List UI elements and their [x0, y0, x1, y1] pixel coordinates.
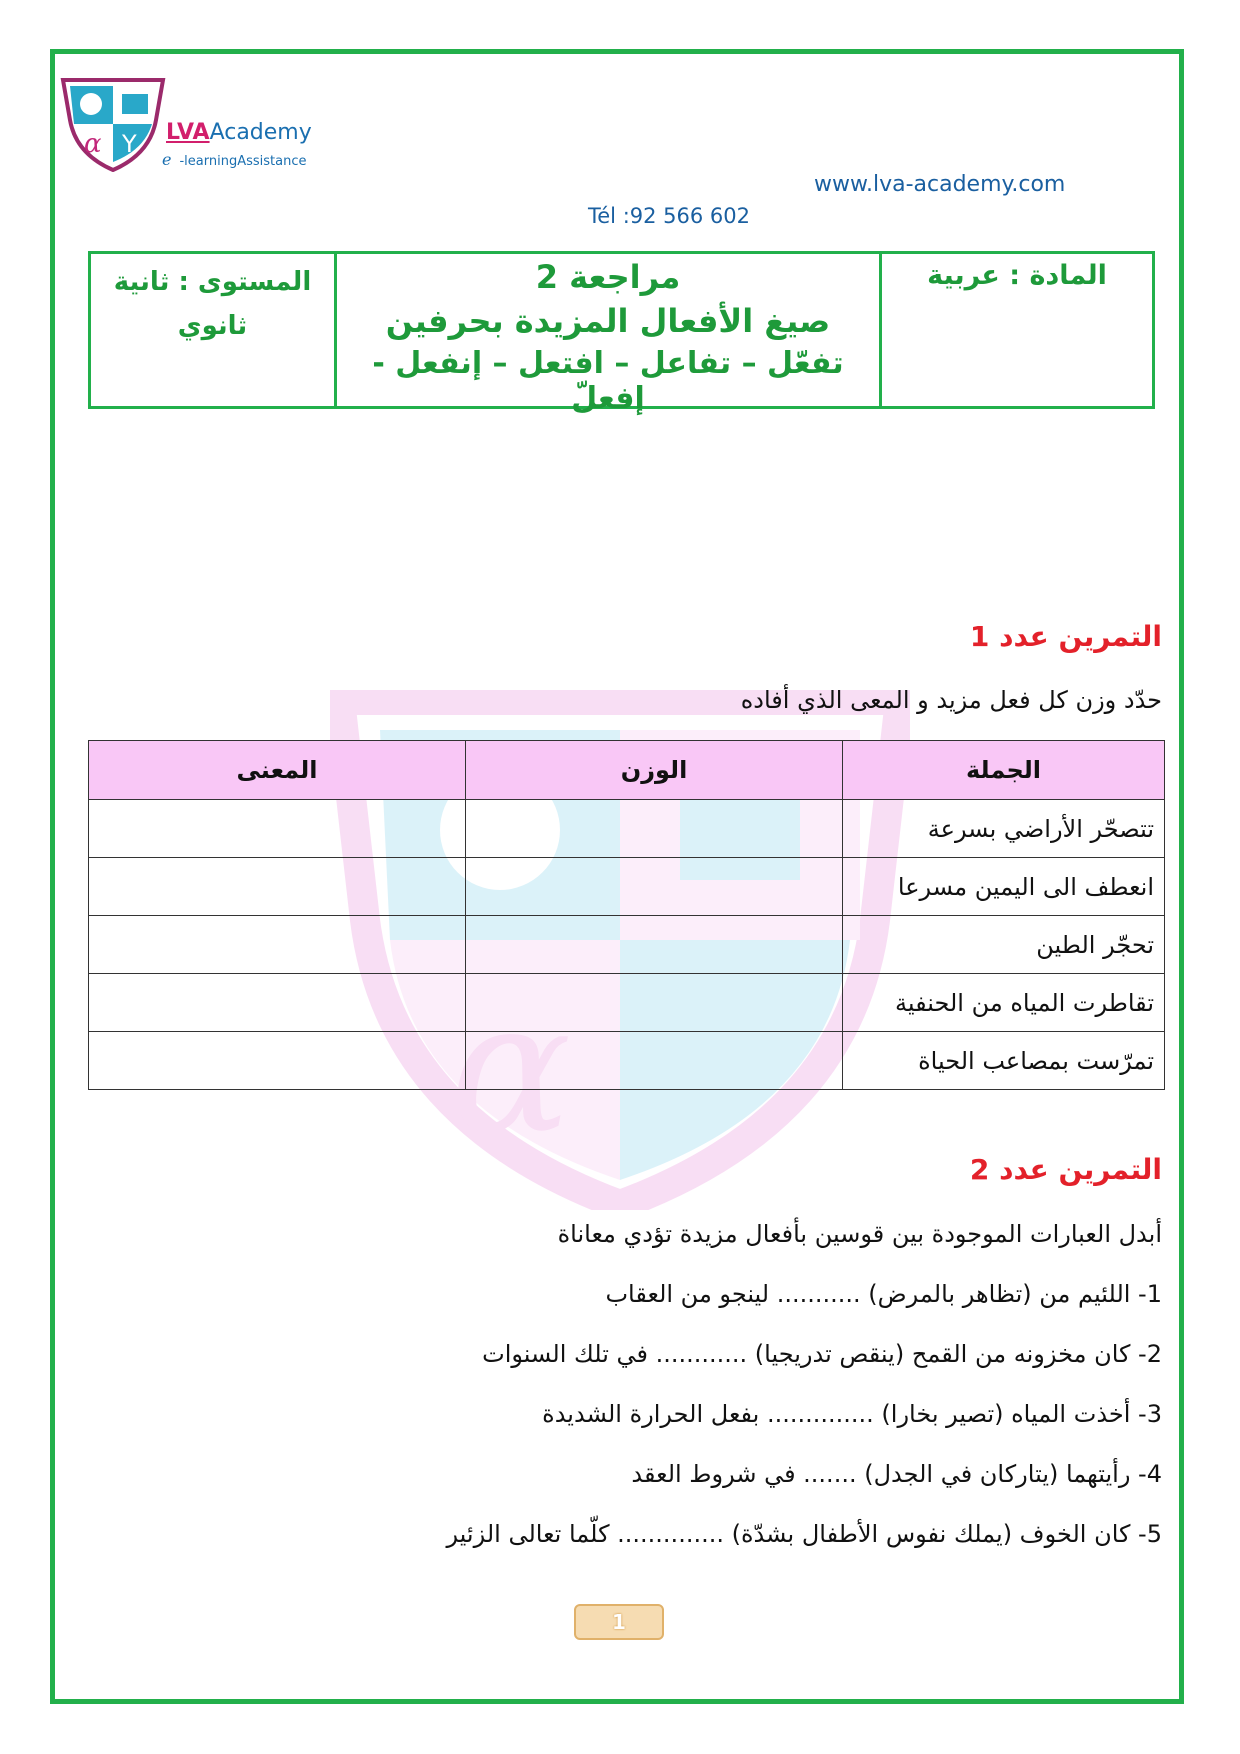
- brand-prefix: LVA: [166, 120, 210, 145]
- pattern-answer-cell[interactable]: [466, 800, 843, 858]
- subject-label: المادة : عربية: [927, 260, 1107, 291]
- svg-text:α: α: [450, 964, 572, 1173]
- brand-name: [166, 120, 312, 145]
- website-link[interactable]: www.lva-academy.com: [814, 172, 1066, 197]
- exercise-2-item: 4- رأيتهما (يتاركان في الجدل) ....... في شروط العقد: [631, 1460, 1162, 1488]
- exercise-1-title: التمرين عدد 1: [969, 620, 1162, 653]
- sentence-cell: تتصحّر الأراضي بسرعة: [843, 800, 1165, 858]
- table-row: [89, 858, 1165, 916]
- meaning-answer-cell[interactable]: [89, 916, 466, 974]
- verb-forms: تفعّل – تفاعل – افتعل – إنفعل - إفعلّ: [372, 346, 844, 416]
- sentence-cell: تقاطرت المياه من الحنفية: [843, 974, 1165, 1032]
- topic-title: صيغ الأفعال المزيدة بحرفين: [385, 302, 831, 340]
- exercise-1-table: [88, 740, 1165, 1090]
- pattern-answer-cell[interactable]: [466, 974, 843, 1032]
- brand-tagline: [162, 150, 306, 169]
- exercise-1-instruction: حدّد وزن كل فعل مزيد و المعى الذي أفاده: [740, 686, 1162, 714]
- page-number-badge: 1: [574, 1604, 664, 1640]
- sentence-cell: انعطف الى اليمين مسرعا: [843, 858, 1165, 916]
- table-row: [89, 916, 1165, 974]
- review-title: مراجعة 2: [535, 258, 681, 296]
- meaning-answer-cell[interactable]: [89, 800, 466, 858]
- pattern-answer-cell[interactable]: [466, 1032, 843, 1090]
- column-header-sentence: الجملة: [843, 741, 1165, 800]
- level-line-1: المستوى : ثانية: [113, 267, 312, 297]
- table-row: [89, 974, 1165, 1032]
- topic-cell: [334, 254, 879, 416]
- svg-text:Y: Y: [122, 130, 137, 158]
- level-line-2: ثانوي: [177, 311, 248, 341]
- meaning-answer-cell[interactable]: [89, 1032, 466, 1090]
- exercise-2-item: 2- كان مخزونه من القمح (ينقص تدريجيا) ............ في تلك السنوات: [482, 1340, 1162, 1368]
- pattern-answer-cell[interactable]: [466, 858, 843, 916]
- subject-cell: [879, 254, 1152, 406]
- sentence-cell: تحجّر الطين: [843, 916, 1165, 974]
- svg-text:α: α: [84, 129, 102, 159]
- meaning-answer-cell[interactable]: [89, 858, 466, 916]
- tagline-text: -learningAssistance: [179, 154, 307, 169]
- sentence-cell: تمرّست بمصاعب الحياة: [843, 1032, 1165, 1090]
- meaning-answer-cell[interactable]: [89, 974, 466, 1032]
- level-cell: [91, 254, 334, 406]
- table-row: [89, 800, 1165, 858]
- column-header-meaning: المعنى: [89, 741, 466, 800]
- exercise-2-item: 1- اللئيم من (تظاهر بالمرض) ........... لينجو من العقاب: [605, 1280, 1162, 1308]
- column-header-pattern: الوزن: [466, 741, 843, 800]
- exercise-2-title: التمرين عدد 2: [969, 1153, 1162, 1186]
- tagline-e: e: [162, 150, 172, 169]
- phone-number: Tél :92 566 602: [588, 204, 751, 228]
- pattern-answer-cell[interactable]: [466, 916, 843, 974]
- exercise-2-item: 3- أخذت المياه (تصير بخارا) .............. بفعل الحرارة الشديدة: [542, 1400, 1162, 1428]
- academy-logo-icon: [58, 76, 168, 172]
- exercise-2-instruction: أبدل العبارات الموجودة بين قوسين بأفعال مزيدة تؤدي معاناة: [557, 1220, 1162, 1248]
- brand-suffix: Academy: [209, 120, 312, 145]
- table-row: [89, 1032, 1165, 1090]
- title-box: [88, 251, 1155, 416]
- exercise-2-item: 5- كان الخوف (يملك نفوس الأطفال بشدّة) .............. كلّما تعالى الزئير: [446, 1520, 1162, 1548]
